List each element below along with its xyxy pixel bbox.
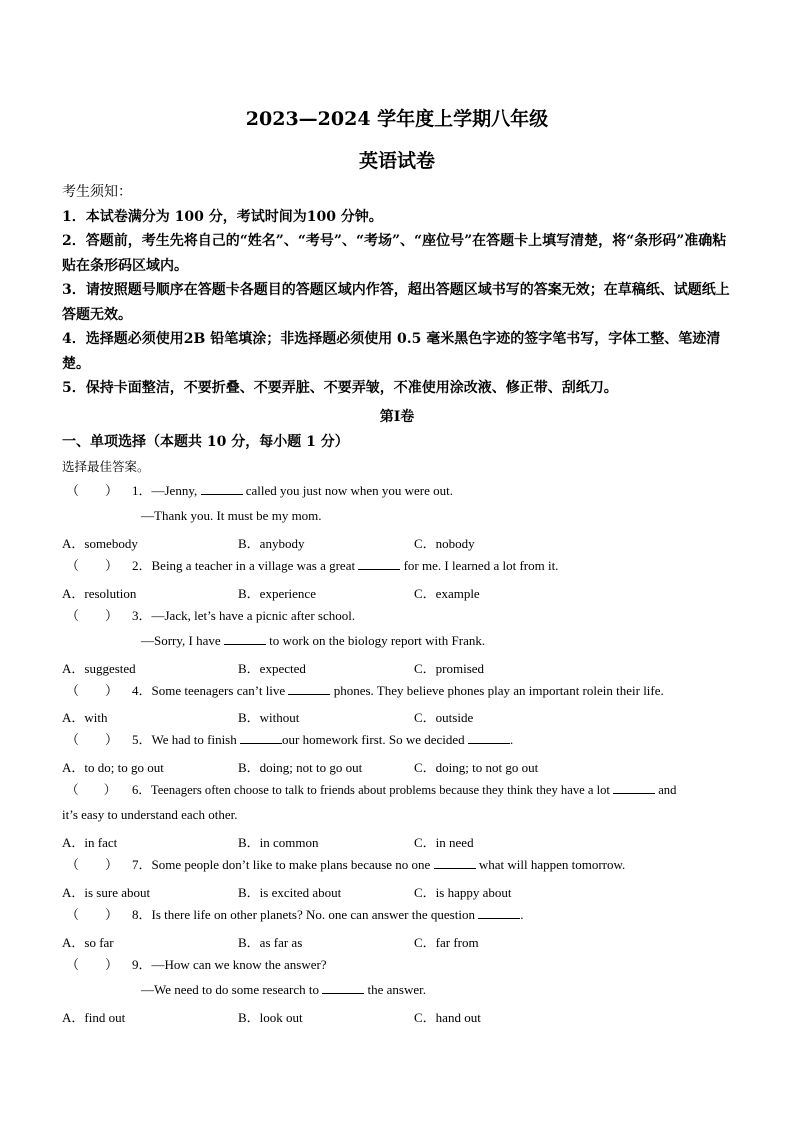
option-a[interactable]: A．to do; to go out <box>62 760 164 775</box>
notice-item: 1．本试卷满分为 100 分，考试时间为100 分钟。 <box>62 208 383 225</box>
option-c[interactable]: C．example <box>414 586 480 601</box>
option-a[interactable]: A．find out <box>62 1010 126 1025</box>
option-c[interactable]: C．far from <box>414 935 479 950</box>
question-1: （ ） 1．—Jenny, called you just now when you were out. <box>66 483 453 498</box>
answer-blank[interactable] <box>201 482 243 495</box>
section-instruction: 选择最佳答案。 <box>62 459 150 474</box>
answer-blank[interactable] <box>478 906 520 919</box>
option-b[interactable]: B．experience <box>238 586 316 601</box>
option-b[interactable]: B．expected <box>238 661 306 676</box>
question-2: （ ） 2．Being a teacher in a village was a great for me. I learned a lot from it. <box>66 558 559 573</box>
notice-heading: 考生须知： <box>62 184 132 200</box>
volume-label: 第Ⅰ卷 <box>379 409 415 425</box>
option-a[interactable]: A．with <box>62 710 108 725</box>
question-5: （ ） 5．We had to finish our homework first. So we decided . <box>66 732 514 747</box>
exam-subtitle: 英语试卷 <box>358 150 435 172</box>
option-b[interactable]: B．as far as <box>238 935 303 950</box>
option-b[interactable]: B．without <box>238 710 300 725</box>
question-9-line2: —We need to do some research to the answer. <box>141 982 426 997</box>
notice-item: 2．答题前，考生先将自己的“姓名”、“考号”、“考场”、“座位号”在答题卡上填写清楚，将“条形码”准确粘贴在条形码区域内。 <box>62 233 727 274</box>
notice-item: 4．选择题必须使用2B 铅笔填涂；非选择题必须使用 0.5 毫米黑色字迹的签字笔书写，字体工整、笔迹清楚。 <box>62 331 721 372</box>
question-3: （ ） 3．—Jack, let’s have a picnic after school. <box>66 608 356 623</box>
option-a[interactable]: A．somebody <box>62 536 138 551</box>
option-c[interactable]: C．promised <box>414 661 485 676</box>
answer-blank[interactable] <box>322 981 364 994</box>
option-b[interactable]: B．doing; not to go out <box>238 760 363 775</box>
option-c[interactable]: C．doing; to not go out <box>414 760 539 775</box>
option-b[interactable]: B．anybody <box>238 536 305 551</box>
answer-blank[interactable] <box>468 731 510 744</box>
option-a[interactable]: A．in fact <box>62 835 118 850</box>
question-8: （ ） 8．Is there life on other planets? No. one can answer the question . <box>66 907 524 922</box>
option-a[interactable]: A．suggested <box>62 661 136 676</box>
answer-blank[interactable] <box>358 557 400 570</box>
section-title: 一、单项选择（本题共 10 分，每小题 1 分） <box>62 434 349 450</box>
option-b[interactable]: B．is excited about <box>238 885 342 900</box>
question-4: （ ） 4．Some teenagers can’t live phones. They believe phones play an important rolein their life. <box>66 683 664 698</box>
notice-item: 5．保持卡面整洁，不要折叠、不要弄脏、不要弄皱，不准使用涂改液、修正带、刮纸刀。 <box>62 380 618 396</box>
option-b[interactable]: B．look out <box>238 1010 303 1025</box>
option-c[interactable]: C．is happy about <box>414 885 512 900</box>
answer-blank[interactable] <box>224 632 266 645</box>
option-c[interactable]: C．in need <box>414 835 474 850</box>
option-c[interactable]: C．hand out <box>414 1010 481 1025</box>
question-3-line2: —Sorry, I have to work on the biology report with Frank. <box>141 633 486 648</box>
question-1-line2: —Thank you. It must be my mom. <box>141 508 322 523</box>
answer-blank[interactable] <box>240 731 282 744</box>
option-c[interactable]: C．nobody <box>414 536 475 551</box>
answer-blank[interactable] <box>434 856 476 869</box>
question-6: （ ） 6．Teenagers often choose to talk to friends about problems because they think they have a lot and <box>66 783 677 797</box>
option-a[interactable]: A．is sure about <box>62 885 151 900</box>
option-b[interactable]: B．in common <box>238 835 319 850</box>
question-7: （ ） 7．Some people don’t like to make plans because no one what will happen tomorrow. <box>66 857 626 872</box>
notice-block <box>62 180 734 401</box>
answer-blank[interactable] <box>288 682 330 695</box>
question-6-continuation: it’s easy to understand each other. <box>62 807 238 822</box>
question-9: （ ） 9．—How can we know the answer? <box>66 957 327 972</box>
notice-item: 3．请按照题号顺序在答题卡各题目的答题区域内作答，超出答题区域书写的答案无效；在草稿纸、试题纸上答题无效。 <box>62 282 730 323</box>
exam-title: 2023—2024 学年度上学期八年级 <box>245 108 549 130</box>
option-c[interactable]: C．outside <box>414 710 474 725</box>
option-a[interactable]: A．so far <box>62 935 114 950</box>
option-a[interactable]: A．resolution <box>62 586 137 601</box>
answer-blank[interactable] <box>613 781 655 794</box>
